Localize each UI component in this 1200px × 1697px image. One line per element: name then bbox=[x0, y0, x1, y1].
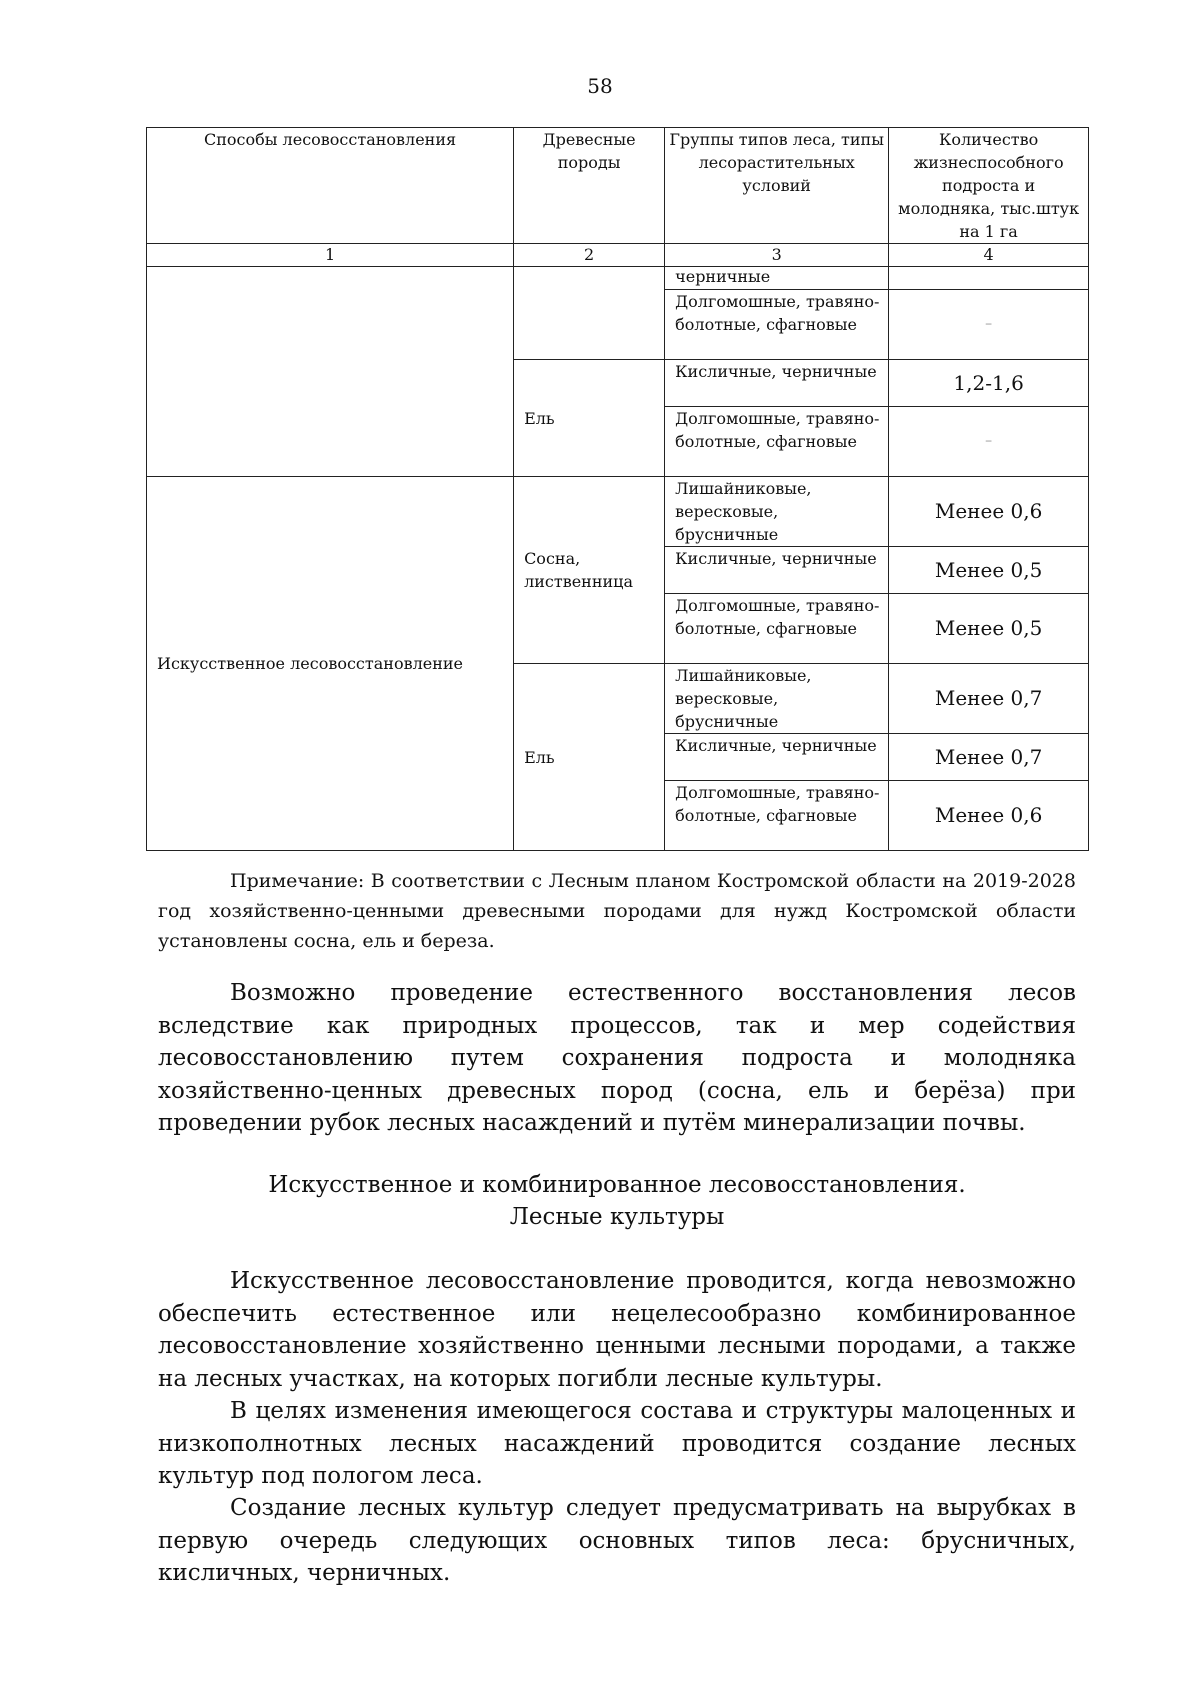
table-row bbox=[147, 267, 1089, 290]
heading-line: Искусственное и комбинированное лесовосстановления. bbox=[268, 1172, 966, 1198]
species-cell: Сосна, лиственница bbox=[514, 477, 665, 664]
species-cell: Ель bbox=[514, 360, 665, 477]
col-number: 2 bbox=[514, 244, 665, 267]
quantity-cell bbox=[889, 267, 1089, 290]
paragraph-artificial-restoration bbox=[158, 1265, 1076, 1395]
species-cell-empty bbox=[514, 267, 665, 360]
forest-type-cell: Долгомошные, травяно-болотные, сфагновые bbox=[665, 781, 889, 851]
table-row bbox=[147, 477, 1089, 547]
table-note bbox=[158, 866, 1076, 956]
forest-type-cell: Кисличные, черничные bbox=[665, 547, 889, 594]
quantity-cell: Менее 0,7 bbox=[889, 734, 1089, 781]
forest-type-cell: Лишайниковые, вересковые, брусничные bbox=[665, 664, 889, 734]
quantity-cell: Менее 0,5 bbox=[889, 594, 1089, 664]
method-cell: Искусственное лесовосстановление bbox=[147, 477, 514, 851]
forest-type-cell: Кисличные, черничные bbox=[665, 734, 889, 781]
col-number: 4 bbox=[889, 244, 1089, 267]
forest-type-cell: Долгомошные, травяно-болотные, сфагновые bbox=[665, 407, 889, 477]
column-number-row bbox=[147, 244, 1089, 267]
paragraph-text: Искусственное лесовосстановление проводится, когда невозможно обеспечить естественное или нецелесообразно комбинированное лесовосстановление хозяйственно ценными лесными породами, а также на лесных участках, на которых погибли лесные культуры. bbox=[158, 1268, 1076, 1392]
paragraph-text: Создание лесных культур следует предусматривать на вырубках в первую очередь следующих основных типов леса: брусничных, кисличных, черничных. bbox=[158, 1495, 1076, 1586]
quantity-cell: Менее 0,6 bbox=[889, 477, 1089, 547]
header-method: Способы лесовосстановления bbox=[147, 128, 514, 244]
paragraph-natural-restoration bbox=[158, 977, 1076, 1140]
heading-line: Лесные культуры bbox=[509, 1204, 725, 1230]
header-quantity: Количество жизнеспособного подроста и молодняка, тыс.штук на 1 га bbox=[889, 128, 1089, 244]
forest-type-cell: Лишайниковые, вересковые, брусничные bbox=[665, 477, 889, 547]
method-cell-empty bbox=[147, 267, 514, 477]
species-cell: Ель bbox=[514, 664, 665, 851]
forest-type-cell: Кисличные, черничные bbox=[665, 360, 889, 407]
header-species: Древесные породы bbox=[514, 128, 665, 244]
col-number: 1 bbox=[147, 244, 514, 267]
paragraph-text: В целях изменения имеющегося состава и структуры малоценных и низкополнотных лесных насаждений проводится создание лесных культур под пологом леса. bbox=[158, 1398, 1076, 1489]
quantity-cell: – bbox=[889, 290, 1089, 360]
table-header-row bbox=[147, 128, 1089, 244]
forest-type-cell: черничные bbox=[665, 267, 889, 290]
forest-restoration-table bbox=[146, 127, 1089, 851]
quantity-cell: – bbox=[889, 407, 1089, 477]
quantity-cell: Менее 0,6 bbox=[889, 781, 1089, 851]
quantity-cell: Менее 0,7 bbox=[889, 664, 1089, 734]
section-heading bbox=[158, 1169, 1076, 1233]
forest-type-cell: Долгомошные, травяно-болотные, сфагновые bbox=[665, 594, 889, 664]
paragraph-composition-change bbox=[158, 1395, 1076, 1493]
paragraph-forest-cultures bbox=[158, 1492, 1076, 1590]
header-forest-types: Группы типов леса, типы лесорастительных условий bbox=[665, 128, 889, 244]
forest-type-cell: Долгомошные, травяно-болотные, сфагновые bbox=[665, 290, 889, 360]
note-text: Примечание: В соответствии с Лесным планом Костромской области на 2019-2028 год хозяйственно-ценными древесными породами для нужд Костромской области установлены сосна, ель и береза. bbox=[158, 870, 1076, 952]
page-number: 58 bbox=[587, 74, 613, 98]
col-number: 3 bbox=[665, 244, 889, 267]
quantity-cell: 1,2-1,6 bbox=[889, 360, 1089, 407]
quantity-cell: Менее 0,5 bbox=[889, 547, 1089, 594]
paragraph-text: Возможно проведение естественного восстановления лесов вследствие как природных процессов, так и мер содействия лесовосстановлению путем сохранения подроста и молодняка хозяйственно-ценных древесных пород (сосна, ель и берёза) при проведении рубок лесных насаждений и путём минерализации почвы. bbox=[158, 980, 1076, 1136]
